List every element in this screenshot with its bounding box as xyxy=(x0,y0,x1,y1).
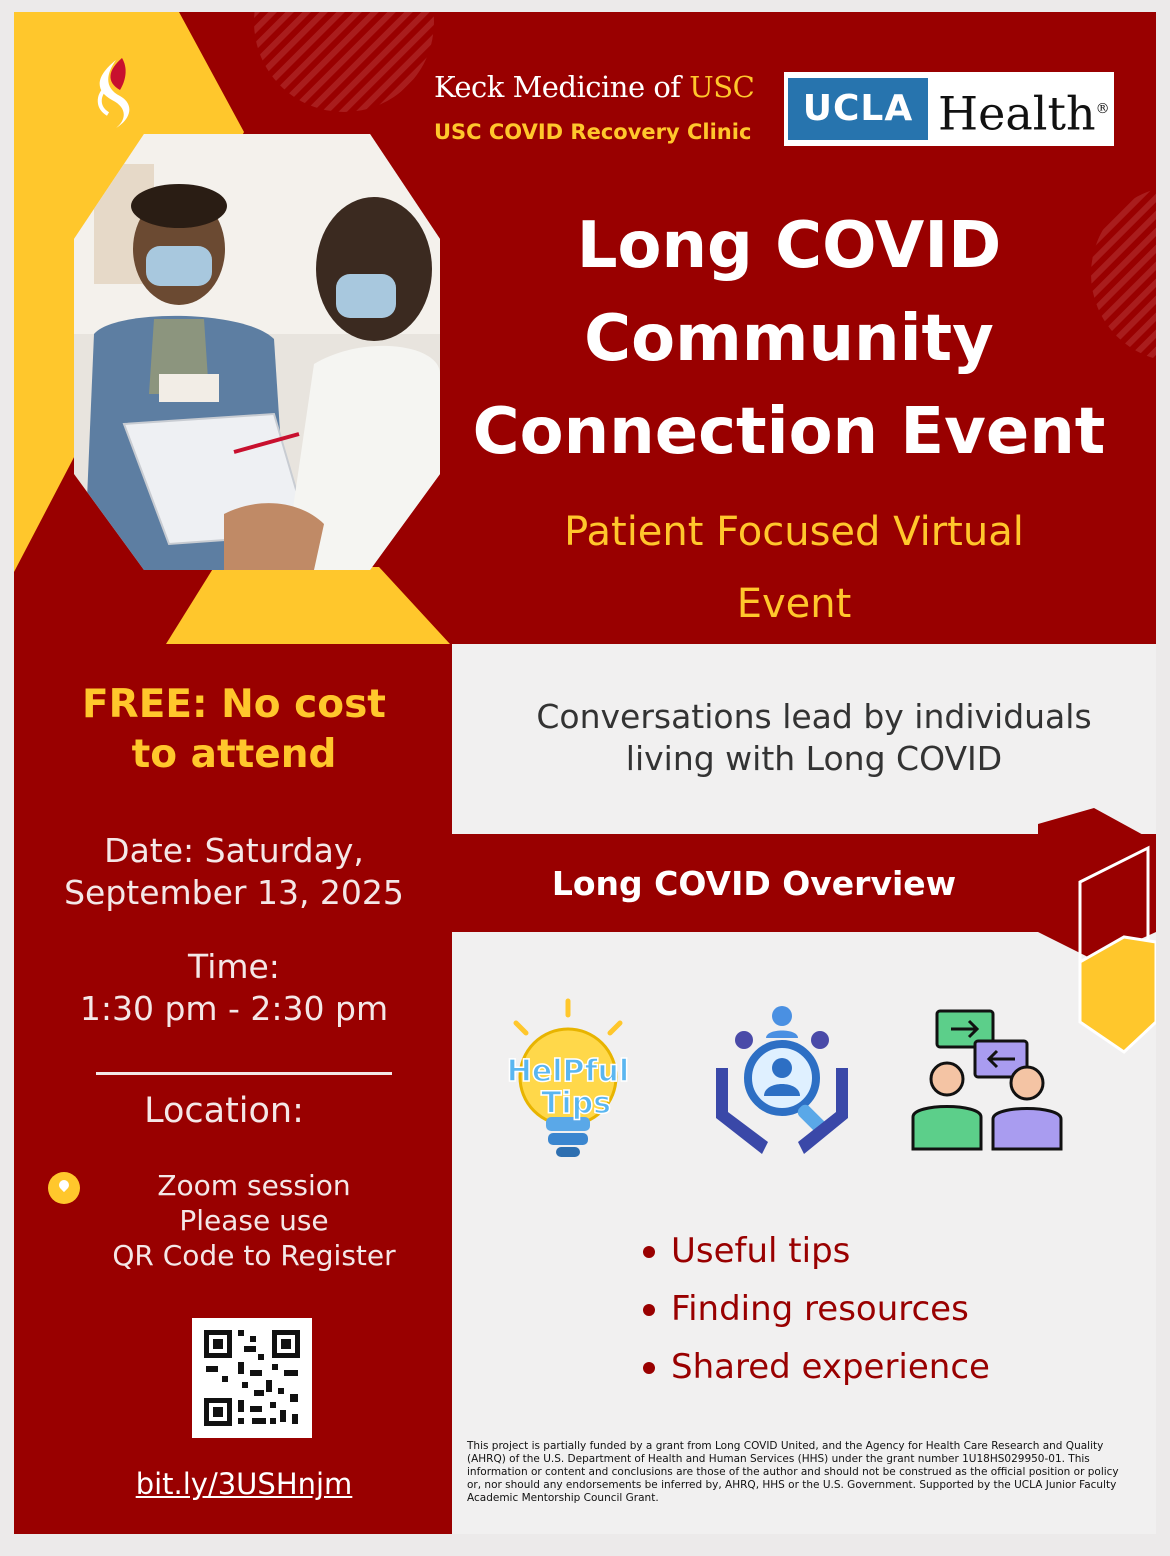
registered-mark: ® xyxy=(1095,101,1110,117)
clinic-photo xyxy=(74,134,440,570)
ucla-health-logo xyxy=(784,72,1114,146)
conv-line-2: living with Long COVID xyxy=(625,739,1003,778)
bullet-item: Finding resources xyxy=(639,1280,1119,1338)
helpful-text: HelPful xyxy=(506,1054,630,1089)
helpful-tips-lightbulb-icon xyxy=(480,997,660,1177)
zoom-line-2: Please use xyxy=(179,1204,329,1237)
zoom-line-3: QR Code to Register xyxy=(112,1239,396,1272)
conv-line-1: Conversations lead by individuals xyxy=(536,697,1092,736)
zoom-line-1: Zoom session xyxy=(157,1169,351,1202)
registration-qr-code[interactable] xyxy=(192,1318,312,1438)
event-title xyxy=(434,200,1144,479)
date-line-2: September 13, 2025 xyxy=(64,873,404,912)
community-search-icon xyxy=(706,1002,856,1162)
event-time xyxy=(44,946,424,1030)
flyer xyxy=(14,12,1156,1534)
gold-bottom-shape xyxy=(166,567,450,644)
free-notice xyxy=(54,680,414,780)
ucla-box: UCLA xyxy=(788,78,928,140)
location-pin-icon xyxy=(48,1172,80,1204)
event-subtitle xyxy=(454,496,1134,640)
conversation-people-icon xyxy=(907,1007,1067,1157)
subtitle-line-2: Event xyxy=(736,581,852,627)
tips-text: Tips xyxy=(540,1086,612,1121)
overview-heading: Long COVID Overview xyxy=(551,864,957,903)
ucla-health-text: Health xyxy=(938,86,1096,141)
time-line-1: Time: xyxy=(188,947,280,986)
qr-code-icon xyxy=(192,1318,312,1438)
conversations-text xyxy=(484,696,1144,780)
title-line-2: Community xyxy=(584,302,994,376)
striped-circle-top xyxy=(254,12,434,112)
funding-disclaimer: This project is partially funded by a grant from Long COVID United, and the Agency for Health Care Research and Quality (AHRQ) of the U.S. Department of Health and Human Services (HHS) under the grant number 1U18HS029950-01. This information or content and conclusions are those of the author and should not be construed as the official position or policy or, nor should any endorsements be inferred by, AHRQ, HHS or the U.S. Government. Supported by the UCLA Junior Faculty Academic Mentorship Council Grant. xyxy=(467,1440,1119,1504)
free-line-2: to attend xyxy=(131,732,337,777)
keck-medicine-logo xyxy=(434,70,784,104)
title-line-1: Long COVID xyxy=(576,209,1002,283)
flame-logo-icon xyxy=(86,56,136,132)
zoom-info xyxy=(94,1168,414,1273)
overview-bullets xyxy=(639,1222,1119,1396)
time-line-2: 1:30 pm - 2:30 pm xyxy=(79,989,389,1028)
location-label: Location: xyxy=(144,1091,304,1131)
date-line-1: Date: Saturday, xyxy=(104,831,364,870)
registration-link[interactable]: bit.ly/3USHnjm xyxy=(135,1467,353,1501)
event-date xyxy=(44,830,424,914)
divider xyxy=(96,1072,392,1075)
bullet-item: Shared experience xyxy=(639,1338,1119,1396)
keck-usc-text: USC xyxy=(689,70,755,104)
title-line-3: Connection Event xyxy=(472,395,1106,469)
subtitle-line-1: Patient Focused Virtual xyxy=(564,509,1024,555)
bullet-item: Useful tips xyxy=(639,1222,1119,1280)
clinic-name: USC COVID Recovery Clinic xyxy=(434,120,752,144)
keck-text: Keck Medicine of xyxy=(434,70,690,104)
free-line-1: FREE: No cost xyxy=(82,682,386,727)
